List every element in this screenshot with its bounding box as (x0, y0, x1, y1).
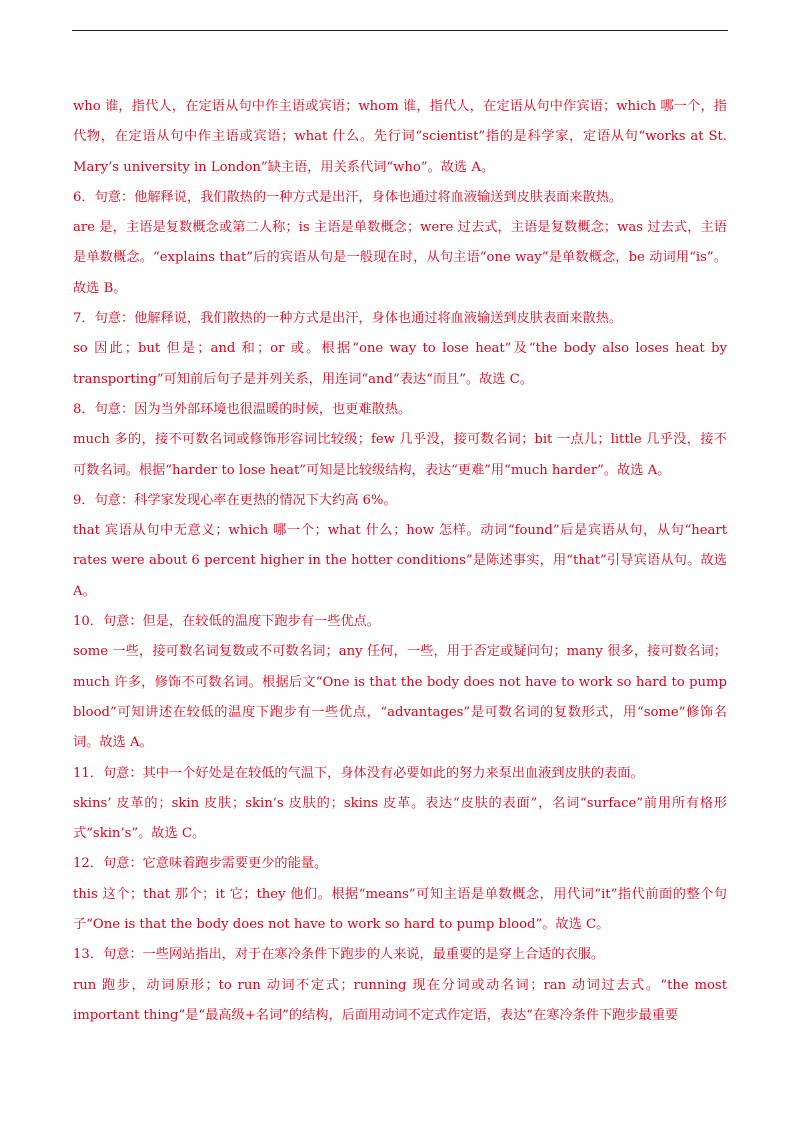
paragraph-q10-meaning: 10．句意：但是，在较低的温度下跑步有一些优点。 (73, 614, 380, 630)
paragraph-q11-meaning: 11．句意：其中一个好处是在较低的气温下，身体没有必要如此的努力来泵出血液到皮肤的表面。 (73, 765, 644, 781)
paragraph-q9-explanation: that 宾语从句中无意义；which 哪一个；what 什么；how 怎样。动词“found”后是宾语从句，从句“heart rates were about 6 percent higher in the hotter conditions”是陈述事实，用“that”引导宾语从句。故选 A。 (73, 523, 727, 599)
paragraph-q7-meaning: 7．句意：他解释说，我们散热的一种方式是出汗，身体也通过将血液输送到皮肤表面来散热。 (73, 311, 623, 327)
paragraph-q13-explanation: run 跑步，动词原形；to run 动词不定式；running 现在分词或动名词；ran 动词过去式。“the most important thing”是“最高级+名词”的结构，后面用动词不定式作定语，表达“在寒冷条件下跑步最重要 (73, 977, 727, 1023)
paragraph-q8-meaning: 8．句意：因为当外部环境也很温暖的时候，也更难散热。 (73, 401, 412, 417)
paragraph-q12-explanation: this 这个；that 那个；it 它；they 他们。根据“means”可知主语是单数概念，用代词“it”指代前面的整个句子“One is that the body does not have to work so hard to pump blood”。故选 C。 (73, 886, 727, 933)
paragraph-q10-explanation: some 一些，接可数名词复数或不可数名词；any 任何，一些，用于否定或疑问句；many 很多，接可数名词；much 许多，修饰不可数名词。根据后文“One is that the body does not have to work so hard to pump blood”可知讲述在较低的温度下跑步有一些优点，“advantages”是可数名词的复数形式，用“some”修饰名词。故选 A。 (73, 644, 727, 751)
answer-explanations (73, 92, 727, 1031)
paragraph-q7-explanation: so 因此；but 但是；and 和；or 或。根据“one way to lose heat”及“the body also loses heat by transporting”可知前后句子是并列关系，用连词“and”表达“而且”。故选 C。 (73, 341, 727, 387)
paragraph-q11-explanation: skins’ 皮革的；skin 皮肤；skin’s 皮肤的；skins 皮革。表达“皮肤的表面”，名词“surface”前用所有格形式“skin’s”。故选 C。 (73, 795, 727, 842)
paragraph-q12-meaning: 12．句意：它意味着跑步需要更少的能量。 (73, 856, 328, 872)
paragraph-q13-meaning: 13．句意：一些网站指出，对于在寒冷条件下跑步的人来说，最重要的是穿上合适的衣服。 (73, 947, 605, 963)
header-rule (72, 30, 728, 31)
paragraph-intro-explanation: who 谁，指代人，在定语从句中作主语或宾语；whom 谁，指代人，在定语从句中作宾语；which 哪一个，指代物，在定语从句中作主语或宾语；what 什么。先行词“scientist”指的是科学家，定语从句“works at St. Mary’s university in London”缺主语，用关系代词“who”。故选 A。 (73, 99, 727, 175)
paragraph-q9-meaning: 9．句意：科学家发现心率在更热的情况下大约高 6%。 (73, 492, 397, 508)
paragraph-q6-explanation: are 是，主语是复数概念或第二人称；is 主语是单数概念；were 过去式，主语是复数概念；was 过去式，主语是单数概念。“explains that”后的宾语从句是一般现在时，从句主语“one way”是单数概念，be 动词用“is”。故选 B。 (73, 220, 727, 296)
paragraph-q6-meaning: 6．句意：他解释说，我们散热的一种方式是出汗，身体也通过将血液输送到皮肤表面来散热。 (73, 189, 623, 205)
paragraph-q8-explanation: much 多的，接不可数名词或修饰形容词比较级；few 几乎没，接可数名词；bit 一点儿；little 几乎没，接不可数名词。根据“harder to lose heat”可知是比较级结构，表达“更难”用“much harder”。故选 A。 (73, 432, 727, 478)
